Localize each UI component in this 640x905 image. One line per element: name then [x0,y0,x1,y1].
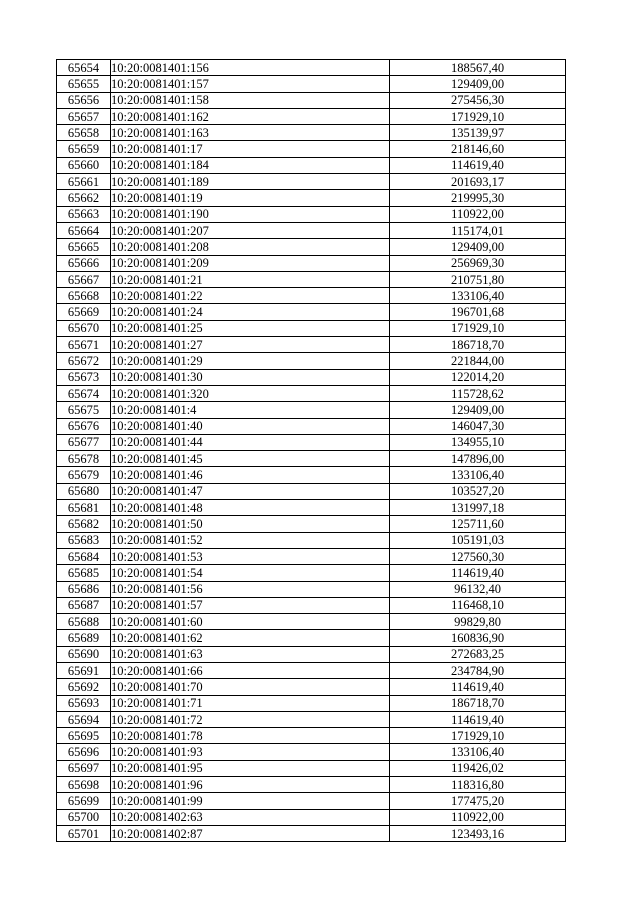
table-row [57,190,566,206]
row-number-cell: 65694 [57,711,111,727]
cadastral-number-cell: 10:20:0081401:50 [111,516,390,532]
table-row [57,793,566,809]
cadastral-value-cell: 234784,90 [390,662,566,678]
table-row [57,271,566,287]
cadastral-value-cell: 114619,40 [390,679,566,695]
row-number-cell: 65659 [57,141,111,157]
table-row [57,532,566,548]
table-row [57,255,566,271]
row-number-cell: 65673 [57,369,111,385]
row-number-cell: 65674 [57,385,111,401]
table-row [57,418,566,434]
row-number-cell: 65670 [57,320,111,336]
table-row [57,614,566,630]
row-number-cell: 65693 [57,695,111,711]
table-row [57,565,566,581]
cadastral-value-cell: 133106,40 [390,467,566,483]
cadastral-value-cell: 110922,00 [390,206,566,222]
row-number-cell: 65697 [57,760,111,776]
table-row [57,500,566,516]
cadastral-number-cell: 10:20:0081401:184 [111,157,390,173]
row-number-cell: 65666 [57,255,111,271]
cadastral-value-cell: 103527,20 [390,483,566,499]
cadastral-value-cell: 96132,40 [390,581,566,597]
row-number-cell: 65692 [57,679,111,695]
row-number-cell: 65683 [57,532,111,548]
cadastral-number-cell: 10:20:0081401:47 [111,483,390,499]
row-number-cell: 65655 [57,76,111,92]
cadastral-value-cell: 115728,62 [390,385,566,401]
row-number-cell: 65682 [57,516,111,532]
cadastral-value-cell: 210751,80 [390,271,566,287]
cadastral-number-cell: 10:20:0081401:62 [111,630,390,646]
table-row [57,108,566,124]
row-number-cell: 65687 [57,597,111,613]
row-number-cell: 65676 [57,418,111,434]
cadastral-number-cell: 10:20:0081401:78 [111,728,390,744]
row-number-cell: 65691 [57,662,111,678]
row-number-cell: 65663 [57,206,111,222]
cadastral-value-cell: 171929,10 [390,108,566,124]
cadastral-number-cell: 10:20:0081401:56 [111,581,390,597]
cadastral-value-cell: 171929,10 [390,320,566,336]
cadastral-number-cell: 10:20:0081401:189 [111,174,390,190]
row-number-cell: 65698 [57,777,111,793]
table-row [57,630,566,646]
table-row [57,695,566,711]
table-row [57,548,566,564]
table-row [57,92,566,108]
row-number-cell: 65686 [57,581,111,597]
row-number-cell: 65688 [57,614,111,630]
cadastral-number-cell: 10:20:0081401:93 [111,744,390,760]
table-row [57,646,566,662]
cadastral-number-cell: 10:20:0081401:163 [111,125,390,141]
cadastral-number-cell: 10:20:0081401:17 [111,141,390,157]
cadastral-number-cell: 10:20:0081401:157 [111,76,390,92]
cadastral-value-cell: 110922,00 [390,809,566,825]
cadastral-number-cell: 10:20:0081401:71 [111,695,390,711]
cadastral-number-cell: 10:20:0081401:96 [111,777,390,793]
cadastral-value-cell: 272683,25 [390,646,566,662]
row-number-cell: 65671 [57,337,111,353]
row-number-cell: 65668 [57,288,111,304]
cadastral-number-cell: 10:20:0081401:320 [111,385,390,401]
row-number-cell: 65685 [57,565,111,581]
table-row [57,728,566,744]
table-row [57,157,566,173]
table-row [57,777,566,793]
cadastral-value-cell: 146047,30 [390,418,566,434]
table-row [57,516,566,532]
row-number-cell: 65667 [57,271,111,287]
cadastral-number-cell: 10:20:0081401:46 [111,467,390,483]
cadastral-number-cell: 10:20:0081401:45 [111,451,390,467]
cadastral-number-cell: 10:20:0081401:66 [111,662,390,678]
cadastral-value-table [56,59,566,842]
table-row [57,337,566,353]
cadastral-value-cell: 186718,70 [390,695,566,711]
cadastral-number-cell: 10:20:0081401:22 [111,288,390,304]
cadastral-value-cell: 125711,60 [390,516,566,532]
cadastral-value-cell: 256969,30 [390,255,566,271]
table-row [57,369,566,385]
cadastral-number-cell: 10:20:0081401:54 [111,565,390,581]
row-number-cell: 65678 [57,451,111,467]
table-row [57,353,566,369]
cadastral-value-cell: 221844,00 [390,353,566,369]
table-row [57,679,566,695]
row-number-cell: 65657 [57,108,111,124]
row-number-cell: 65684 [57,548,111,564]
table-row [57,662,566,678]
cadastral-number-cell: 10:20:0081401:60 [111,614,390,630]
cadastral-value-cell: 129409,00 [390,402,566,418]
table-row [57,711,566,727]
cadastral-value-cell: 127560,30 [390,548,566,564]
cadastral-value-cell: 188567,40 [390,60,566,76]
table-row [57,385,566,401]
table-row [57,744,566,760]
cadastral-value-cell: 186718,70 [390,337,566,353]
cadastral-value-cell: 196701,68 [390,304,566,320]
cadastral-value-cell: 135139,97 [390,125,566,141]
cadastral-value-cell: 133106,40 [390,288,566,304]
cadastral-value-cell: 129409,00 [390,239,566,255]
table-row [57,222,566,238]
cadastral-number-cell: 10:20:0081401:21 [111,271,390,287]
table-row [57,467,566,483]
table-row [57,483,566,499]
row-number-cell: 65665 [57,239,111,255]
cadastral-number-cell: 10:20:0081401:162 [111,108,390,124]
cadastral-number-cell: 10:20:0081401:19 [111,190,390,206]
row-number-cell: 65660 [57,157,111,173]
cadastral-value-cell: 119426,02 [390,760,566,776]
row-number-cell: 65700 [57,809,111,825]
cadastral-number-cell: 10:20:0081401:63 [111,646,390,662]
cadastral-value-cell: 118316,80 [390,777,566,793]
row-number-cell: 65679 [57,467,111,483]
cadastral-number-cell: 10:20:0081402:87 [111,825,390,841]
table-row [57,288,566,304]
cadastral-number-cell: 10:20:0081401:27 [111,337,390,353]
table-row [57,174,566,190]
cadastral-value-cell: 105191,03 [390,532,566,548]
cadastral-number-cell: 10:20:0081401:99 [111,793,390,809]
cadastral-number-cell: 10:20:0081401:53 [111,548,390,564]
table-row [57,60,566,76]
cadastral-number-cell: 10:20:0081401:29 [111,353,390,369]
cadastral-value-cell: 114619,40 [390,711,566,727]
row-number-cell: 65696 [57,744,111,760]
cadastral-value-cell: 201693,17 [390,174,566,190]
table-row [57,597,566,613]
row-number-cell: 65699 [57,793,111,809]
cadastral-value-cell: 134955,10 [390,434,566,450]
cadastral-number-cell: 10:20:0081401:44 [111,434,390,450]
row-number-cell: 65669 [57,304,111,320]
cadastral-number-cell: 10:20:0081401:72 [111,711,390,727]
cadastral-number-cell: 10:20:0081401:48 [111,500,390,516]
cadastral-value-cell: 219995,30 [390,190,566,206]
cadastral-value-cell: 116468,10 [390,597,566,613]
cadastral-number-cell: 10:20:0081401:158 [111,92,390,108]
cadastral-number-cell: 10:20:0081401:70 [111,679,390,695]
cadastral-number-cell: 10:20:0081401:190 [111,206,390,222]
cadastral-number-cell: 10:20:0081401:40 [111,418,390,434]
row-number-cell: 65658 [57,125,111,141]
cadastral-value-cell: 114619,40 [390,157,566,173]
table-body [57,60,566,842]
row-number-cell: 65661 [57,174,111,190]
row-number-cell: 65664 [57,222,111,238]
row-number-cell: 65680 [57,483,111,499]
cadastral-number-cell: 10:20:0081401:4 [111,402,390,418]
cadastral-number-cell: 10:20:0081401:52 [111,532,390,548]
cadastral-value-cell: 114619,40 [390,565,566,581]
cadastral-value-cell: 99829,80 [390,614,566,630]
row-number-cell: 65689 [57,630,111,646]
cadastral-value-cell: 131997,18 [390,500,566,516]
table-row [57,402,566,418]
cadastral-number-cell: 10:20:0081401:208 [111,239,390,255]
cadastral-number-cell: 10:20:0081402:63 [111,809,390,825]
table-row [57,760,566,776]
cadastral-value-cell: 133106,40 [390,744,566,760]
table-row [57,304,566,320]
table-row [57,141,566,157]
table-row [57,76,566,92]
cadastral-number-cell: 10:20:0081401:30 [111,369,390,385]
row-number-cell: 65662 [57,190,111,206]
table-row [57,320,566,336]
cadastral-value-cell: 147896,00 [390,451,566,467]
cadastral-value-cell: 122014,20 [390,369,566,385]
cadastral-number-cell: 10:20:0081401:57 [111,597,390,613]
cadastral-value-cell: 171929,10 [390,728,566,744]
row-number-cell: 65672 [57,353,111,369]
row-number-cell: 65656 [57,92,111,108]
cadastral-value-cell: 218146,60 [390,141,566,157]
row-number-cell: 65695 [57,728,111,744]
row-number-cell: 65675 [57,402,111,418]
cadastral-value-cell: 177475,20 [390,793,566,809]
cadastral-value-cell: 115174,01 [390,222,566,238]
row-number-cell: 65654 [57,60,111,76]
row-number-cell: 65701 [57,825,111,841]
table-row [57,434,566,450]
cadastral-value-cell: 129409,00 [390,76,566,92]
cadastral-value-cell: 275456,30 [390,92,566,108]
cadastral-value-cell: 123493,16 [390,825,566,841]
cadastral-value-cell: 160836,90 [390,630,566,646]
table-row [57,451,566,467]
table-row [57,206,566,222]
table-row [57,125,566,141]
cadastral-number-cell: 10:20:0081401:156 [111,60,390,76]
cadastral-number-cell: 10:20:0081401:25 [111,320,390,336]
cadastral-number-cell: 10:20:0081401:95 [111,760,390,776]
row-number-cell: 65690 [57,646,111,662]
table-row [57,809,566,825]
table-row [57,581,566,597]
cadastral-number-cell: 10:20:0081401:207 [111,222,390,238]
cadastral-number-cell: 10:20:0081401:24 [111,304,390,320]
table-row [57,825,566,841]
table-row [57,239,566,255]
row-number-cell: 65677 [57,434,111,450]
row-number-cell: 65681 [57,500,111,516]
cadastral-number-cell: 10:20:0081401:209 [111,255,390,271]
